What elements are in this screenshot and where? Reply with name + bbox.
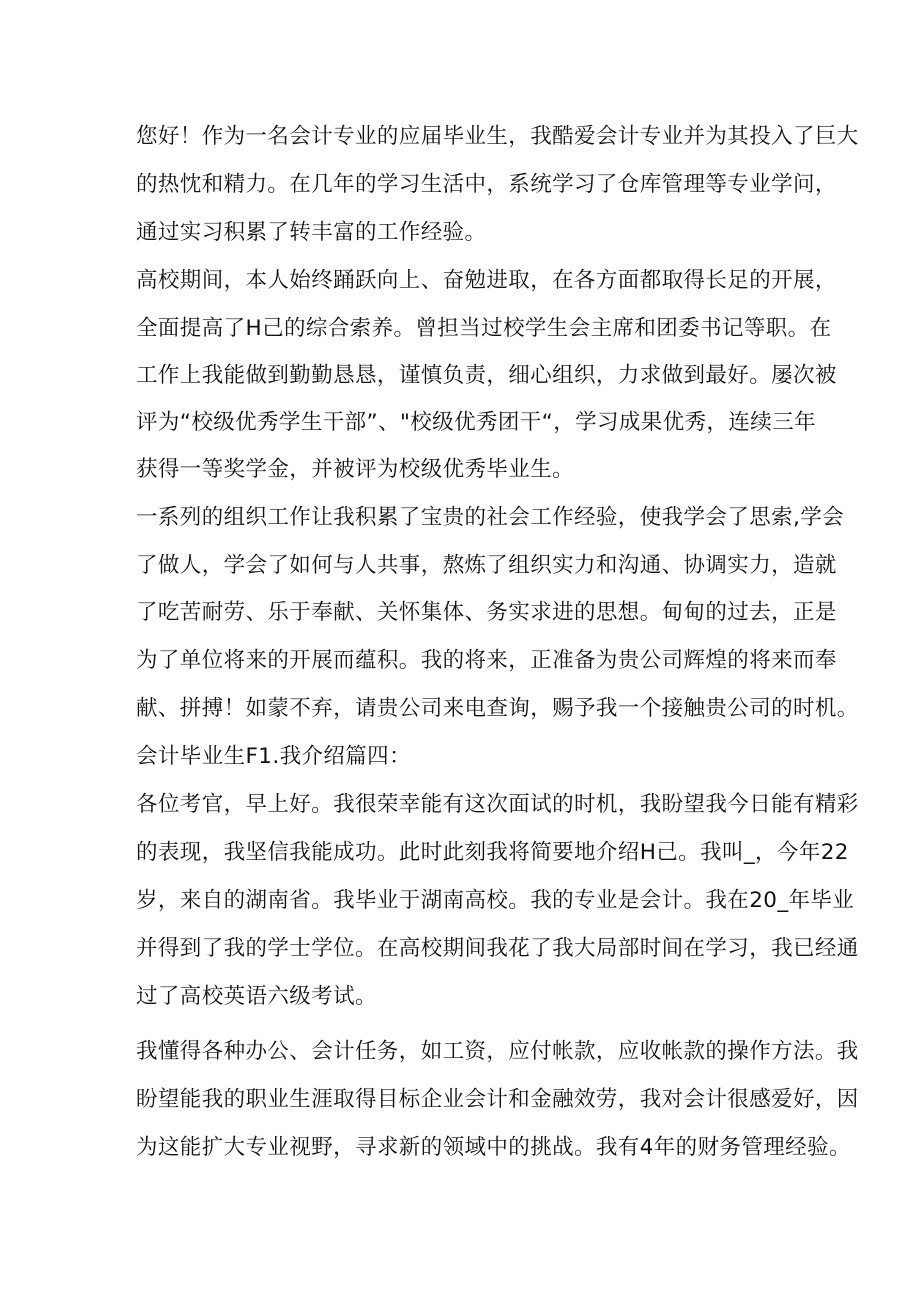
paragraph-1-line-3: 通过实习积累了转丰富的工作经验。 [136, 220, 487, 245]
section-heading: 会计毕业生F1.我介绍篇四： [136, 744, 411, 769]
paragraph-4-line-2: 的表现，我坚信我能成功。此时此刻我将简要地介绍H己。我叫_，今年22 [136, 840, 849, 865]
paragraph-5-line-1: 我懂得各种办公、会计任务，如工资，应付帐款，应收帐款的操作方法。我 [136, 1039, 859, 1064]
paragraph-2-line-2: 全面提高了H己的综合索养。曾担当过校学生会主席和团委书记等职。在 [136, 316, 832, 341]
paragraph-4-line-3: 岁，来自的湖南省。我毕业于湖南高校。我的专业是会计。我在20_年毕业 [136, 888, 855, 913]
paragraph-2-line-5: 获得一等奖学金，并被评为校级优秀毕业生。 [136, 457, 575, 482]
paragraph-4-line-4: 并得到了我的学士学位。在高校期间我花了我大局部时间在学习，我已经通 [136, 936, 859, 961]
paragraph-2-line-4: 评为“校级优秀学生干部”、"校级优秀团干“，学习成果优秀，连续三年 [136, 410, 817, 435]
paragraph-2-line-3: 工作上我能做到勤勤恳恳，谨慎负责，细心组织，力求做到最好。屡次被 [136, 363, 837, 388]
paragraph-3-line-1: 一系列的组织工作让我积累了宝贵的社会工作经验，使我学会了思索,学会 [136, 505, 845, 530]
paragraph-5-line-2: 盼望能我的职业生涯取得目标企业会计和金融效劳，我对会计很感爱好，因 [136, 1087, 859, 1112]
paragraph-3-line-3: 了吃苦耐劳、乐于奉献、关怀集体、务实求进的思想。甸甸的过去，正是 [136, 600, 837, 625]
paragraph-1-line-2: 的热忱和精力。在几年的学习生活中，系统学习了仓库管理等专业学问， [136, 172, 837, 197]
paragraph-3-line-4: 为了单位将来的开展而蕴积。我的将来，正准备为贵公司辉煌的将来而奉 [136, 648, 837, 673]
paragraph-4-line-5: 过了高校英语六级考试。 [136, 984, 377, 1009]
paragraph-3-line-2: 了做人，学会了如何与人共事，熬炼了组织实力和沟通、协调实力，造就 [136, 553, 837, 578]
paragraph-4-line-1: 各位考官，早上好。我很荣幸能有这次面试的时机，我盼望我今日能有精彩 [136, 792, 859, 817]
paragraph-3-line-5: 献、拼搏！如蒙不弃，请贵公司来电查询，赐予我一个接触贵公司的时机。 [136, 696, 859, 721]
paragraph-2-line-1: 高校期间，本人始终踊跃向上、奋勉进取，在各方面都取得长足的开展， [136, 268, 837, 293]
paragraph-1-line-1: 您好！作为一名会计专业的应届毕业生，我酷爱会计专业并为其投入了巨大 [136, 124, 859, 149]
paragraph-5-line-3: 为这能扩大专业视野，寻求新的领域中的挑战。我有4年的财务管理经验。 [136, 1135, 851, 1160]
